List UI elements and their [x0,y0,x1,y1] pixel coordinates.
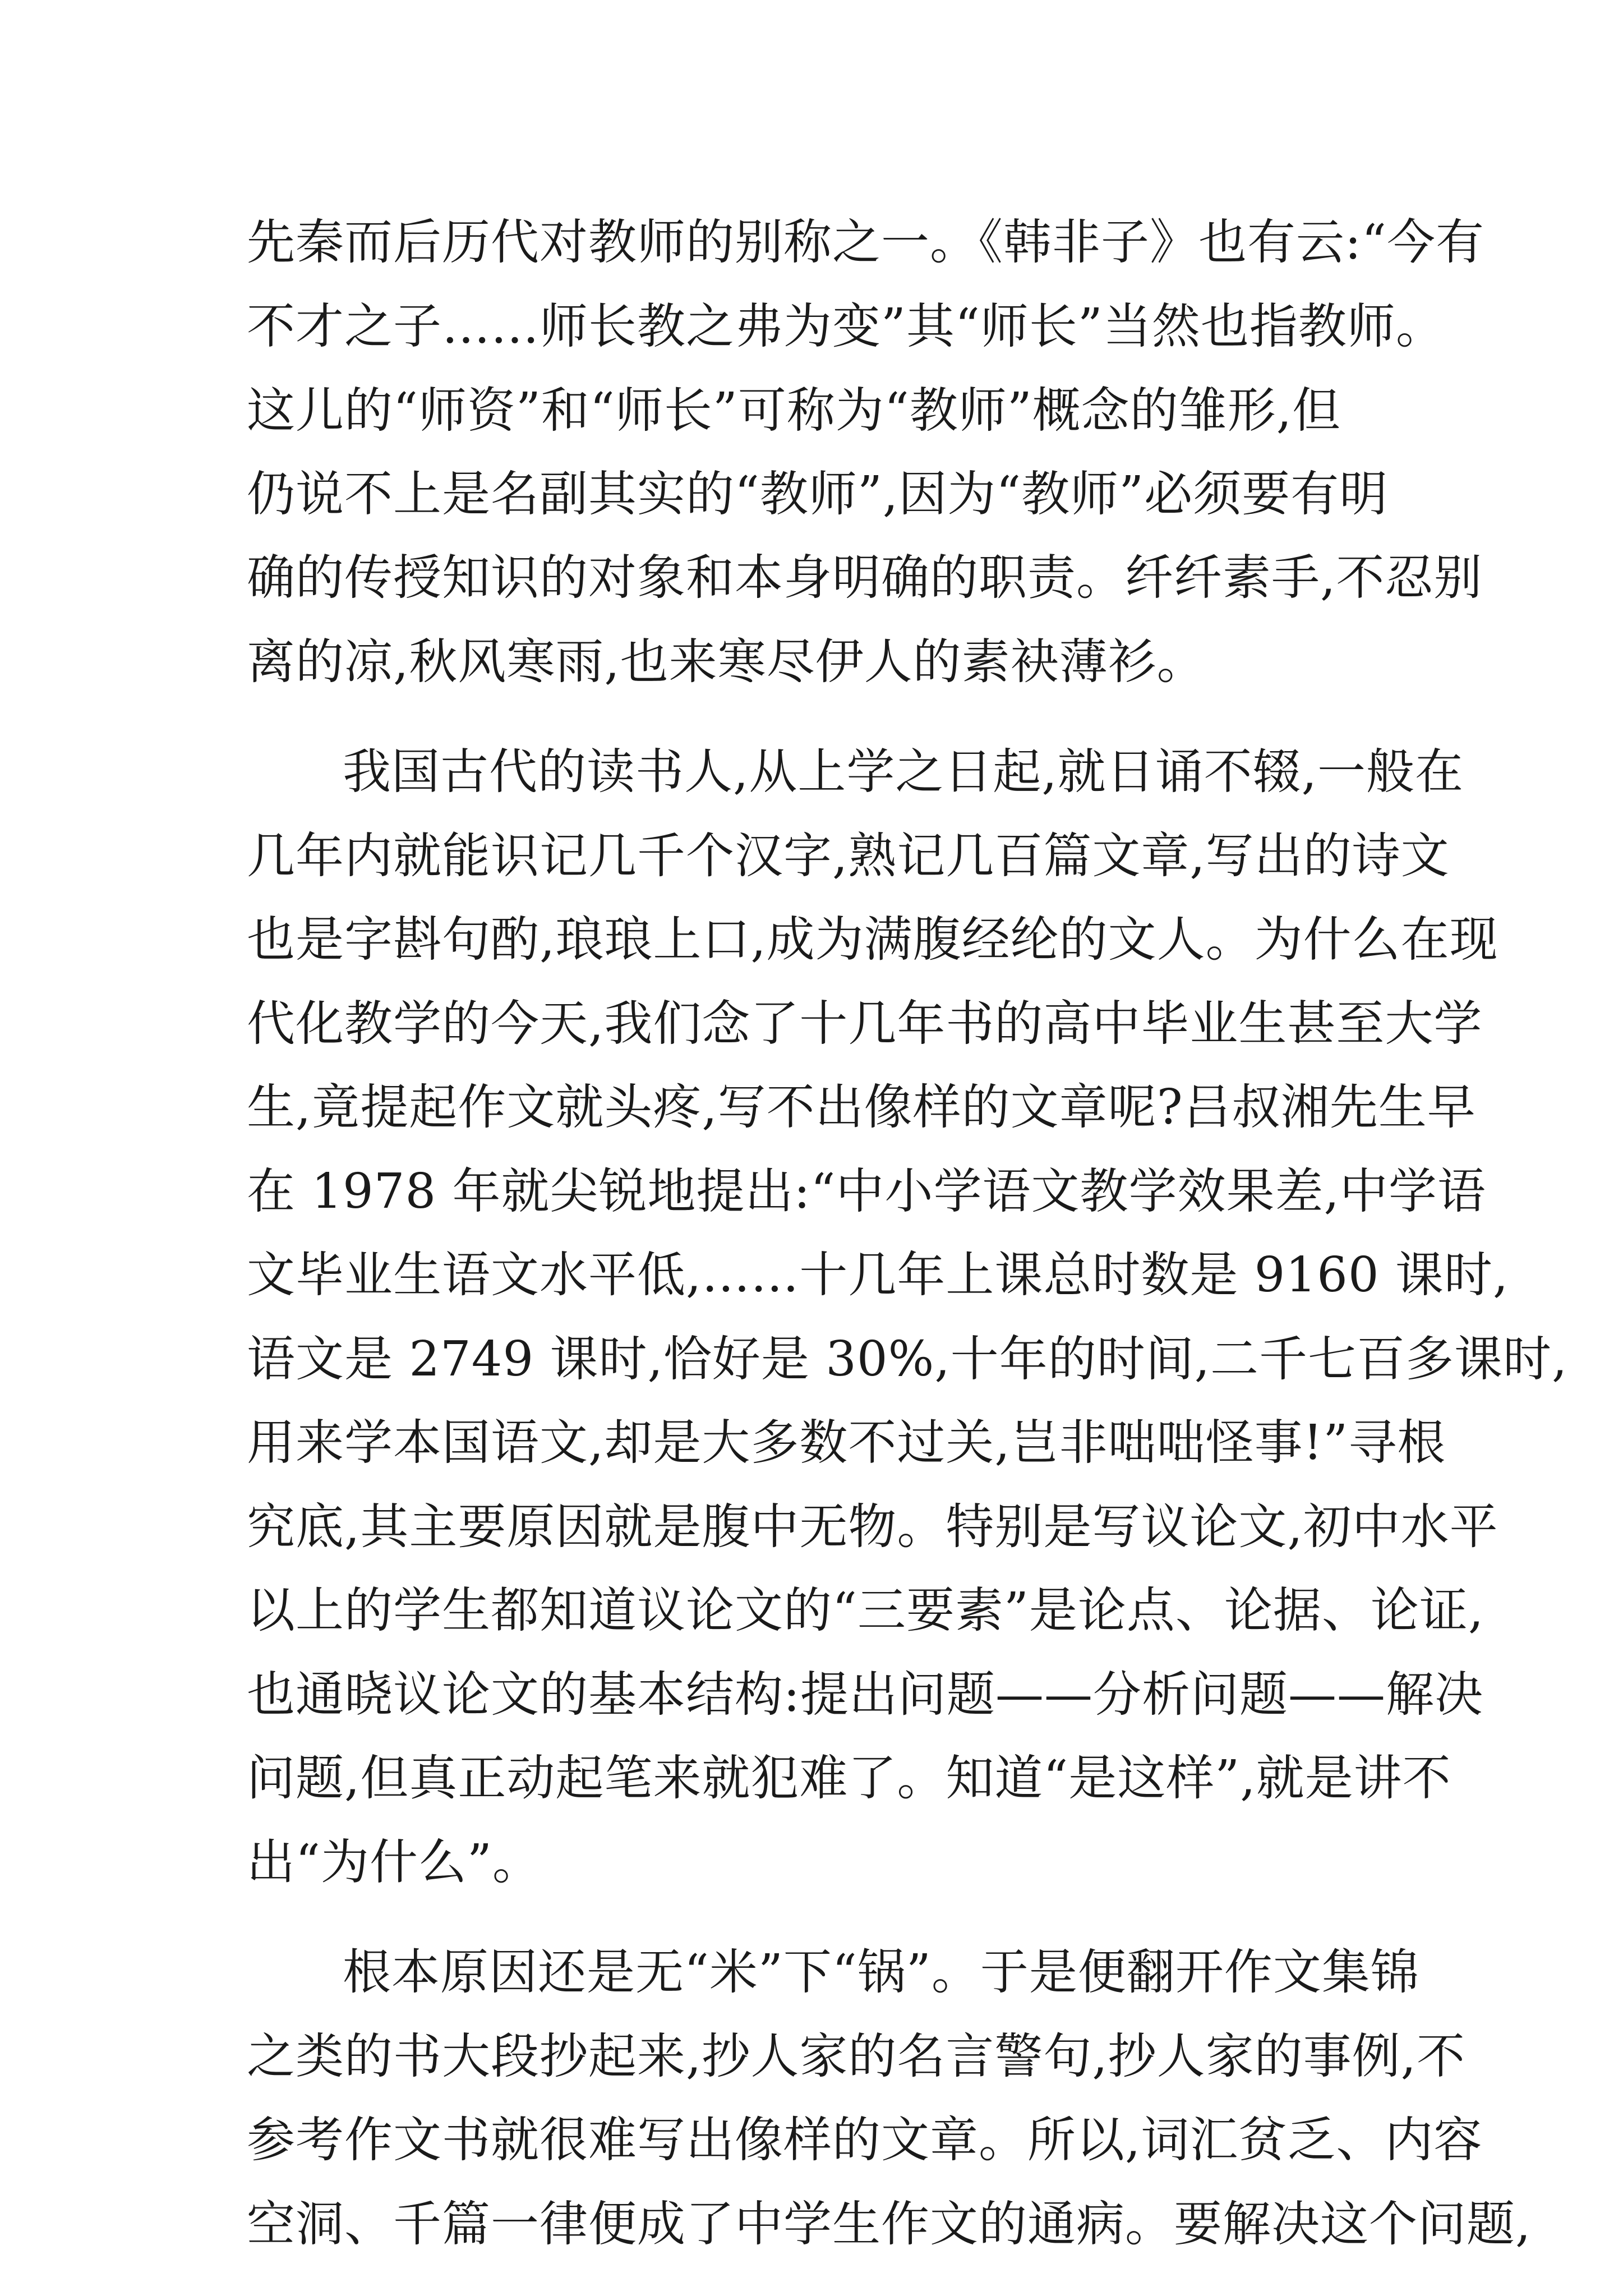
paragraph-1-line-1: 先秦而后历代对教师的别称之一。《韩非子》也有云:“今有 [247,214,1484,270]
paragraph-1-line-6: 离的凉,秋风寒雨,也来寒尽伊人的素袂薄衫。 [247,634,1206,690]
paragraph-2-line-2: 几年内就能识记几千个汉字,熟记几百篇文章,写出的诗文 [247,828,1450,884]
paragraph-1-line-3: 这儿的“师资”和“师长”可称为“教师”概念的雏形,但 [247,383,1341,439]
paragraph-3-line-2: 之类的书大段抄起来,抄人家的名言警句,抄人家的事例,不 [247,2028,1466,2085]
paragraph-2-line-5: 生,竟提起作文就头疼,写不出像样的文章呢?吕叔湘先生早 [247,1079,1476,1135]
paragraph-2-line-11: 以上的学生都知道议论文的“三要素”是论点、论据、论证, [247,1582,1484,1639]
paragraph-2-line-12: 也通晓议论文的基本结构:提出问题——分析问题——解决 [247,1667,1483,1723]
paragraph-2-line-6: 在 1978 年就尖锐地提出:“中小学语文教学效果差,中学语 [247,1163,1486,1220]
paragraph-3-line-1: 根本原因还是无“米”下“锅”。于是便翻开作文集锦 [343,1944,1419,2000]
paragraph-2-line-13: 问题,但真正动起笔来就犯难了。知道“是这样”,就是讲不 [247,1750,1451,1806]
paragraph-2-line-3: 也是字斟句酌,琅琅上口,成为满腹经纶的文人。为什么在现 [247,912,1498,968]
paragraph-2-line-9: 用来学本国语文,却是大多数不过关,岂非咄咄怪事!”寻根 [247,1415,1446,1471]
paragraph-1-line-2: 不才之子……师长教之弗为变”其“师长”当然也指教师。 [247,298,1445,355]
paragraph-2-line-14: 出“为什么”。 [247,1834,541,1890]
paragraph-2-line-8: 语文是 2749 课时,恰好是 30%,十年的时间,二千七百多课时, [247,1331,1568,1387]
paragraph-2-line-7: 文毕业生语文水平低,……十几年上课总时数是 9160 课时, [247,1247,1509,1303]
paragraph-1-line-5: 确的传授知识的对象和本身明确的职责。纤纤素手,不忍别 [247,550,1483,606]
paragraph-1-line-4: 仍说不上是名副其实的“教师”,因为“教师”必须要有明 [247,466,1389,522]
paragraph-3-line-4: 空洞、千篇一律便成了中学生作文的通病。要解决这个问题, [247,2196,1532,2252]
paragraph-2-line-4: 代化教学的今天,我们念了十几年书的高中毕业生甚至大学 [247,996,1483,1052]
paragraph-2-line-10: 究底,其主要原因就是腹中无物。特别是写议论文,初中水平 [247,1499,1498,1555]
paragraph-3-line-3: 参考作文书就很难写出像样的文章。所以,词汇贫乏、内容 [247,2112,1483,2168]
paragraph-2-line-1: 我国古代的读书人,从上学之日起,就日诵不辍,一般在 [343,744,1464,800]
